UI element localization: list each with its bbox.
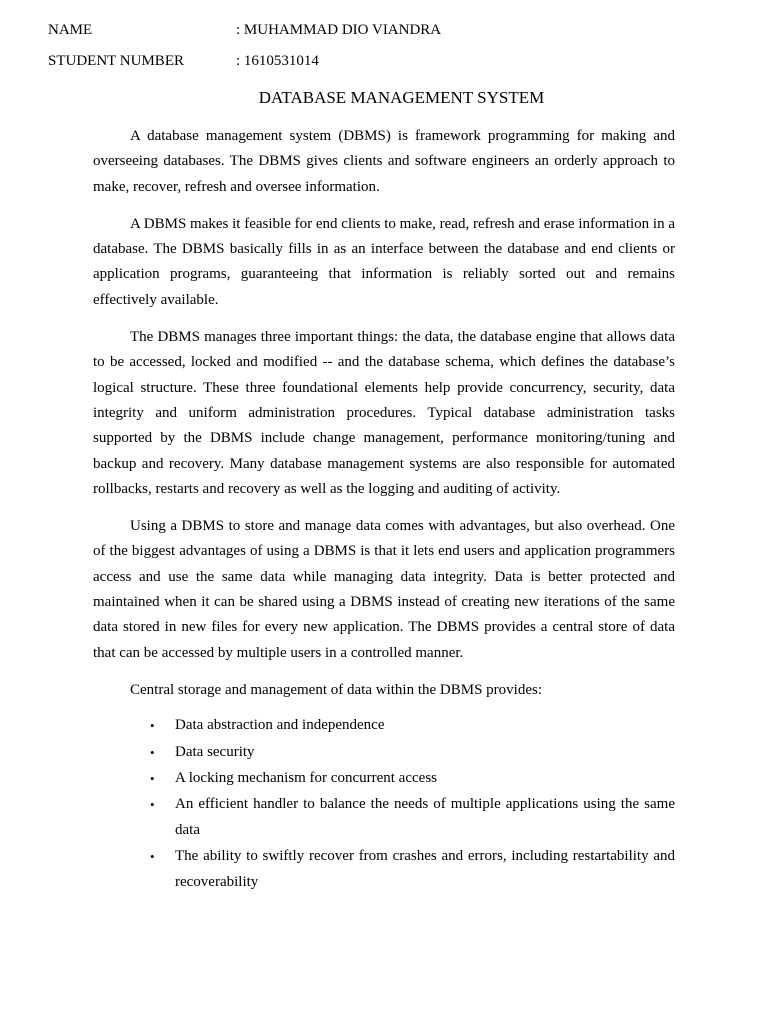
document-body (93, 124, 675, 896)
list-item (93, 740, 675, 765)
paragraph-1: A database management system (DBMS) is framework programming for making and overseeing databases. The DBMS gives clients and software engineers an orderly approach to make, recover, refresh and oversee information. (93, 128, 675, 195)
paragraph-5: Central storage and management of data within the DBMS provides: (130, 681, 542, 698)
list-item-text: A locking mechanism for concurrent access (175, 770, 437, 787)
bullet-icon: • (150, 718, 155, 734)
list-item (93, 766, 675, 791)
list-item (93, 792, 675, 843)
student-number-label: STUDENT NUMBER (48, 53, 184, 69)
list-item (93, 713, 675, 738)
paragraph-2: A DBMS makes it feasible for end clients to make, read, refresh and erase information in a database. The DBMS basically fills in as an interface between the database and end clients or application programs, guaranteeing that information is reliably sorted out and remains effectively available. (93, 215, 675, 308)
list-item-text: Data security (175, 743, 255, 760)
list-item (93, 844, 675, 895)
name-label: NAME (48, 22, 93, 38)
bullet-icon: • (150, 744, 155, 760)
bullet-list (93, 713, 675, 895)
list-item-text: An efficient handler to balance the needs of multiple applications using the same data (175, 796, 675, 838)
paragraph-4: Using a DBMS to store and manage data comes with advantages, but also overhead. One of the biggest advantages of using a DBMS is that it lets end users and application programmers access and use the same data while managing data integrity. Data is better protected and maintained when it can be shared using a DBMS instead of creating new iterations of the same data stored in new files for every new application. The DBMS provides a central store of data that can be accessed by multiple users in a controlled manner. (93, 518, 675, 661)
bullet-icon: • (150, 771, 155, 787)
name-value: : MUHAMMAD DIO VIANDRA (236, 22, 442, 38)
student-number-value: : 1610531014 (236, 53, 319, 69)
list-item-text: Data abstraction and independence (175, 717, 385, 734)
document-title: DATABASE MANAGEMENT SYSTEM (258, 88, 545, 107)
bullet-icon: • (150, 797, 155, 813)
list-item-text: The ability to swiftly recover from crashes and errors, including restartability and recoverability (175, 848, 675, 890)
bullet-icon: • (150, 849, 155, 865)
paragraph-3: The DBMS manages three important things: the data, the database engine that allows data to be accessed, locked and modified -- and the database schema, which defines the database’s logical structure. These three foundational elements help provide concurrency, security, data integrity and uniform administration procedures. Typical database administration tasks supported by the DBMS include change management, performance monitoring/tuning and backup and recovery. Many database management systems are also responsible for automated rollbacks, restarts and recovery as well as the logging and auditing of activity. (93, 329, 675, 497)
